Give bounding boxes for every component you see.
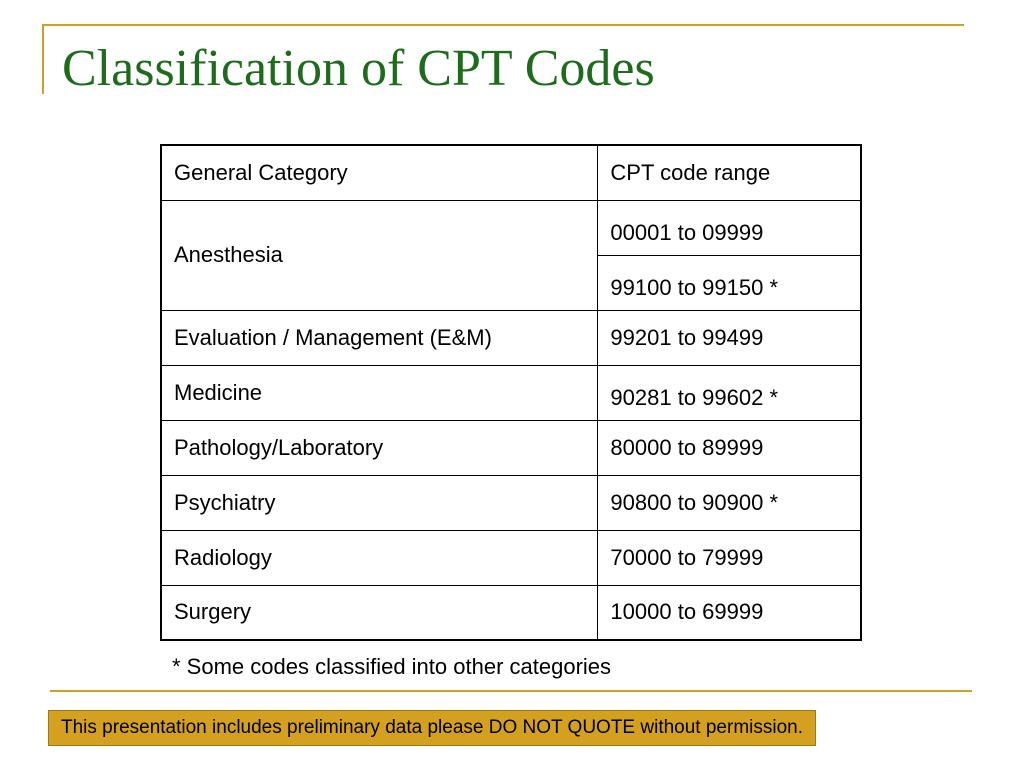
range-cell: 10000 to 69999 [598,585,861,640]
table-row [161,310,861,365]
range-cell: 90281 to 99602 * [598,365,861,420]
table-footnote: * Some codes classified into other categories [172,654,612,679]
header-cpt-code-range: CPT code range [598,145,861,200]
category-cell: Pathology/Laboratory [161,420,598,475]
category-cell: Medicine [161,365,598,420]
category-cell: Psychiatry [161,475,598,530]
range-cell: 99201 to 99499 [598,310,861,365]
range-cell: 99100 to 99150 * [598,255,861,310]
table-row [161,475,861,530]
frame-top-line [42,24,964,26]
range-cell: 80000 to 89999 [598,420,861,475]
page-title: Classification of CPT Codes [62,40,655,97]
table-row [161,530,861,585]
category-cell: Evaluation / Management (E&M) [161,310,598,365]
frame-left-line [42,24,44,94]
table-row [161,200,861,255]
cpt-code-table [160,144,862,641]
category-cell: Radiology [161,530,598,585]
table-header-row [161,145,861,200]
header-general-category: General Category [161,145,598,200]
category-cell: Surgery [161,585,598,640]
table-row [161,420,861,475]
range-cell: 70000 to 79999 [598,530,861,585]
table-row [161,365,861,420]
footer-divider [50,690,972,692]
range-cell: 00001 to 09999 [598,200,861,255]
confidentiality-notice: This presentation includes preliminary data please DO NOT QUOTE without permission. [48,710,816,746]
range-cell: 90800 to 90900 * [598,475,861,530]
table-row [161,585,861,640]
category-cell: Anesthesia [161,200,598,310]
